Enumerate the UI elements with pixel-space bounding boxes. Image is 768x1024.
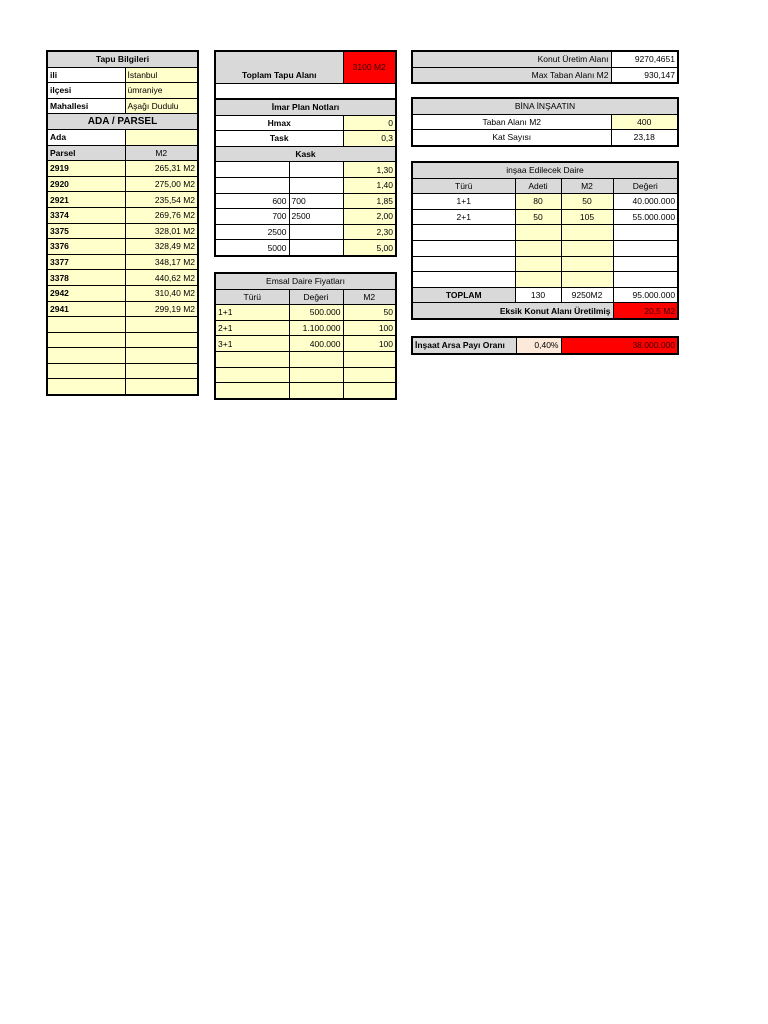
kask-value[interactable]: 2,00	[343, 209, 396, 225]
mahalle-label: Mahallesi	[47, 98, 125, 114]
parsel-no[interactable]: 2941	[47, 301, 125, 317]
parsel-no[interactable]: 2942	[47, 285, 125, 301]
empty-cell[interactable]	[343, 383, 396, 399]
daire-m2[interactable]: 105	[561, 209, 613, 225]
empty-cell[interactable]	[215, 351, 289, 367]
empty-cell[interactable]	[515, 240, 561, 256]
kask-to[interactable]	[289, 240, 343, 256]
eksik-konut-label: Eksik Konut Alanı Üretilmiş	[412, 303, 613, 319]
emsal-deger[interactable]: 400.000	[289, 336, 343, 352]
empty-cell[interactable]	[561, 225, 613, 241]
konut-table	[411, 50, 679, 84]
kask-from[interactable]: 600	[215, 193, 289, 209]
kask-title: Kask	[215, 146, 396, 162]
empty-cell[interactable]	[47, 379, 125, 395]
empty-cell[interactable]	[343, 367, 396, 383]
emsal-table	[214, 272, 397, 400]
parsel-no[interactable]: 3374	[47, 207, 125, 223]
empty-cell[interactable]	[215, 383, 289, 399]
daire-tur[interactable]: 2+1	[412, 209, 515, 225]
parsel-no[interactable]: 3377	[47, 254, 125, 270]
mahalle-value[interactable]: Aşağı Dudulu	[125, 98, 198, 114]
col-m2: M2	[343, 289, 396, 305]
parsel-m2[interactable]: 348,17 M2	[125, 254, 198, 270]
ada-parsel-title: ADA / PARSEL	[47, 114, 198, 130]
toplam-label: TOPLAM	[412, 287, 515, 303]
daire-deger[interactable]: 40.000.000	[613, 194, 678, 210]
toplam-tapu-table	[214, 50, 397, 100]
parsel-no[interactable]: 2920	[47, 176, 125, 192]
kask-to[interactable]	[289, 162, 343, 178]
emsal-m2[interactable]: 50	[343, 305, 396, 321]
empty-cell[interactable]	[412, 272, 515, 288]
empty-cell[interactable]	[561, 272, 613, 288]
hmax-value[interactable]: 0	[343, 115, 396, 131]
taban-alani-value[interactable]: 400	[611, 114, 678, 130]
emsal-m2[interactable]: 100	[343, 320, 396, 336]
empty-cell[interactable]	[515, 272, 561, 288]
empty-cell[interactable]	[412, 256, 515, 272]
col-adeti: Adeti	[515, 178, 561, 194]
imar-plan-table	[214, 98, 397, 257]
parsel-m2[interactable]: 265,31 M2	[125, 161, 198, 177]
parsel-no[interactable]: 2919	[47, 161, 125, 177]
col-degeri: Değeri	[613, 178, 678, 194]
daire-adet[interactable]: 80	[515, 194, 561, 210]
empty-cell[interactable]	[47, 317, 125, 333]
insaa-table	[411, 161, 679, 320]
insaa-title: inşaa Edilecek Daire	[412, 162, 678, 178]
empty-cell[interactable]	[412, 225, 515, 241]
empty-cell[interactable]	[125, 379, 198, 395]
toplam-deger: 95.000.000	[613, 287, 678, 303]
parsel-no[interactable]: 3378	[47, 270, 125, 286]
empty-cell[interactable]	[343, 351, 396, 367]
parsel-no[interactable]: 2921	[47, 192, 125, 208]
parsel-m2[interactable]: 269,76 M2	[125, 207, 198, 223]
empty-cell[interactable]	[289, 351, 343, 367]
empty-cell[interactable]	[613, 256, 678, 272]
kask-value[interactable]: 2,30	[343, 224, 396, 240]
max-taban-label: Max Taban Alanı M2	[412, 67, 611, 83]
daire-m2[interactable]: 50	[561, 194, 613, 210]
eksik-konut-value[interactable]: 20,5 M2	[613, 303, 678, 319]
kat-sayisi-value[interactable]: 23,18	[611, 130, 678, 146]
kask-value[interactable]: 1,40	[343, 177, 396, 193]
emsal-tur[interactable]: 1+1	[215, 305, 289, 321]
kask-to[interactable]: 700	[289, 193, 343, 209]
toplam-tapu-label: Toplam Tapu Alanı	[215, 51, 343, 83]
kat-sayisi-label: Kat Sayısı	[412, 130, 611, 146]
empty-cell[interactable]	[561, 256, 613, 272]
task-label: Task	[215, 131, 343, 147]
empty-cell[interactable]	[289, 383, 343, 399]
empty-cell[interactable]	[47, 348, 125, 364]
empty-cell[interactable]	[515, 256, 561, 272]
bina-title: BİNA İNŞAATIN	[412, 98, 678, 114]
task-value[interactable]: 0,3	[343, 131, 396, 147]
emsal-m2[interactable]: 100	[343, 336, 396, 352]
parsel-m2[interactable]: 440,62 M2	[125, 270, 198, 286]
kask-from[interactable]: 700	[215, 209, 289, 225]
kask-from[interactable]	[215, 177, 289, 193]
daire-tur[interactable]: 1+1	[412, 194, 515, 210]
empty-cell[interactable]	[215, 367, 289, 383]
col-turu: Türü	[215, 289, 289, 305]
kask-from[interactable]: 5000	[215, 240, 289, 256]
konut-uretim-value[interactable]: 9270,4651	[611, 51, 678, 67]
empty-cell[interactable]	[613, 272, 678, 288]
arsa-payi-label: İnşaat Arsa Payı Oranı	[412, 337, 516, 354]
parsel-m2[interactable]: 328,01 M2	[125, 223, 198, 239]
emsal-tur[interactable]: 2+1	[215, 320, 289, 336]
arsa-payi-value[interactable]: 38.000.000	[561, 337, 678, 354]
empty-cell[interactable]	[613, 240, 678, 256]
daire-adet[interactable]: 50	[515, 209, 561, 225]
parsel-m2[interactable]: 328,49 M2	[125, 239, 198, 255]
ilce-value[interactable]: ümraniye	[125, 83, 198, 99]
empty-row	[215, 83, 396, 99]
parsel-m2[interactable]: 310,40 M2	[125, 285, 198, 301]
toplam-tapu-value[interactable]: 3100 M2	[343, 51, 396, 83]
col-m2: M2	[561, 178, 613, 194]
parsel-m2[interactable]: 299,19 M2	[125, 301, 198, 317]
kask-to[interactable]	[289, 177, 343, 193]
empty-cell[interactable]	[125, 363, 198, 379]
kask-to[interactable]: 2500	[289, 209, 343, 225]
parsel-no[interactable]: 3376	[47, 239, 125, 255]
hmax-label: Hmax	[215, 115, 343, 131]
empty-cell[interactable]	[561, 240, 613, 256]
empty-cell[interactable]	[125, 332, 198, 348]
kask-to[interactable]	[289, 224, 343, 240]
toplam-m2: 9250M2	[561, 287, 613, 303]
empty-cell[interactable]	[47, 363, 125, 379]
bina-table	[411, 97, 679, 147]
col-parsel: Parsel	[47, 145, 125, 161]
tapu-title: Tapu Bilgileri	[47, 51, 198, 67]
parsel-m2[interactable]: 275,00 M2	[125, 176, 198, 192]
konut-uretim-label: Konut Üretim Alanı	[412, 51, 611, 67]
toplam-adet: 130	[515, 287, 561, 303]
col-turu: Türü	[412, 178, 515, 194]
tapu-bilgileri-table	[46, 50, 199, 396]
empty-cell[interactable]	[412, 240, 515, 256]
emsal-tur[interactable]: 3+1	[215, 336, 289, 352]
parsel-no[interactable]: 3375	[47, 223, 125, 239]
col-degeri: Değeri	[289, 289, 343, 305]
kask-value[interactable]: 1,30	[343, 162, 396, 178]
empty-cell[interactable]	[125, 317, 198, 333]
kask-value[interactable]: 1,85	[343, 193, 396, 209]
empty-cell[interactable]	[47, 332, 125, 348]
empty-cell[interactable]	[125, 348, 198, 364]
empty-cell[interactable]	[613, 225, 678, 241]
emsal-deger[interactable]: 500.000	[289, 305, 343, 321]
ada-label: Ada	[47, 129, 125, 145]
col-m2: M2	[125, 145, 198, 161]
kask-from[interactable]	[215, 162, 289, 178]
daire-deger[interactable]: 55.000.000	[613, 209, 678, 225]
max-taban-value[interactable]: 930,147	[611, 67, 678, 83]
kask-from[interactable]: 2500	[215, 224, 289, 240]
taban-alani-label: Taban Alanı M2	[412, 114, 611, 130]
kask-value[interactable]: 5,00	[343, 240, 396, 256]
il-label: ili	[47, 67, 125, 83]
empty-cell[interactable]	[289, 367, 343, 383]
arsa-payi-table	[411, 336, 679, 355]
emsal-title: Emsal Daire Fiyatları	[215, 273, 396, 289]
arsa-payi-oran[interactable]: 0,40%	[516, 337, 561, 354]
imar-title: İmar Plan Notları	[215, 99, 396, 115]
emsal-deger[interactable]: 1.100.000	[289, 320, 343, 336]
empty-cell[interactable]	[515, 225, 561, 241]
ilce-label: ilçesi	[47, 83, 125, 99]
parsel-m2[interactable]: 235,54 M2	[125, 192, 198, 208]
il-value[interactable]: İstanbul	[125, 67, 198, 83]
ada-value[interactable]	[125, 129, 198, 145]
